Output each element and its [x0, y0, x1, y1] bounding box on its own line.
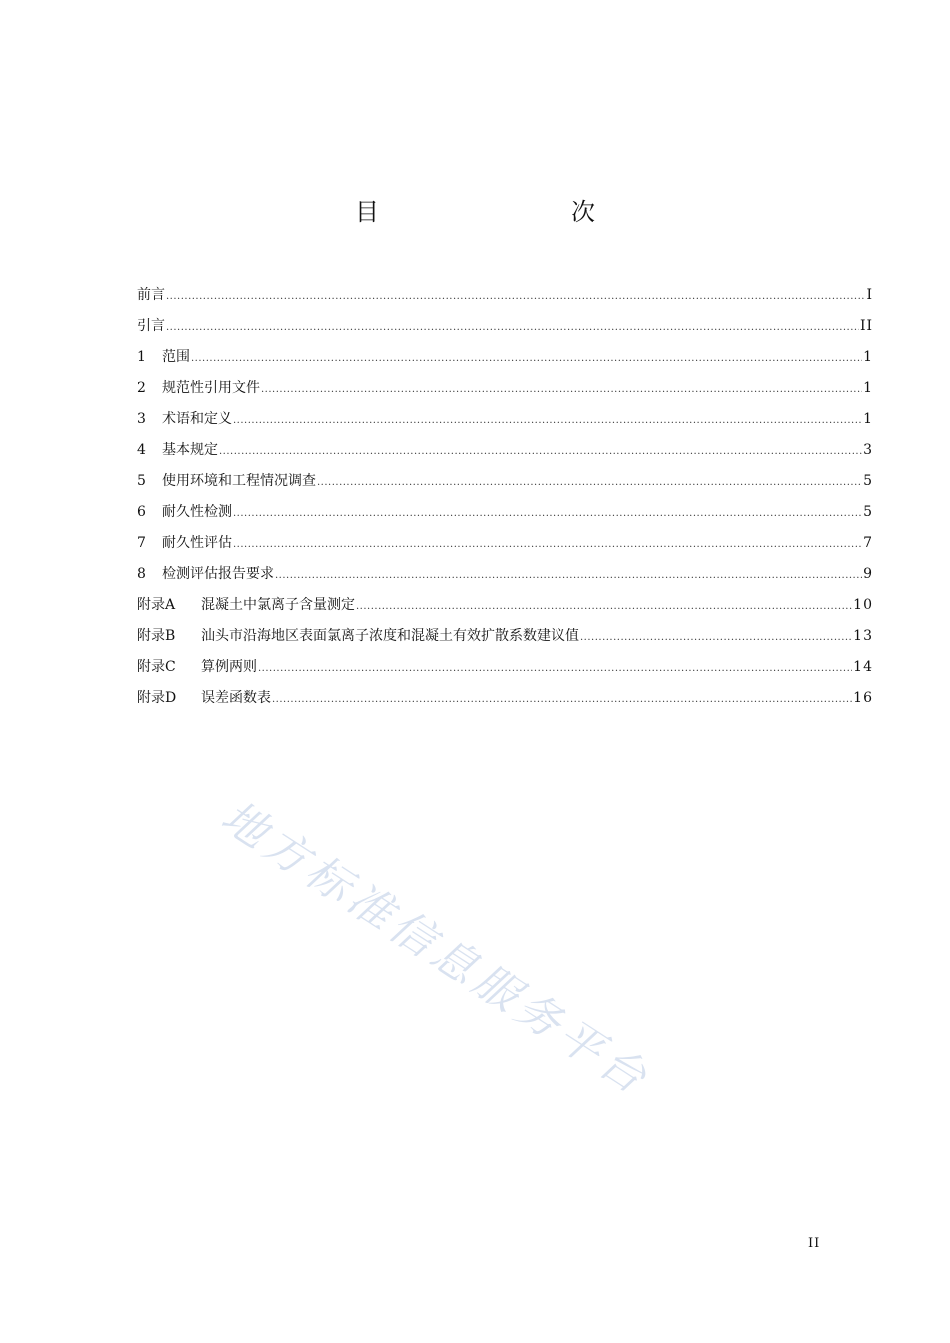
toc-leader-dots — [356, 593, 852, 621]
toc-leader-dots — [166, 283, 865, 311]
toc-entry[interactable] — [137, 591, 873, 622]
toc-entry[interactable] — [137, 684, 873, 715]
toc-entry-page: 10 — [853, 597, 873, 613]
toc-entry-page: 9 — [863, 566, 873, 582]
toc-entry-page: 5 — [863, 504, 873, 520]
toc-leader-dots — [275, 562, 862, 590]
toc-entry-page: II — [859, 318, 873, 334]
toc-entry-label: 范围 — [162, 349, 190, 365]
toc-entry-label: 算例两则 — [201, 659, 257, 675]
toc-entry[interactable] — [137, 436, 873, 467]
toc-entry-label: 耐久性检测 — [162, 504, 232, 520]
toc-entry-number: 附录D — [137, 690, 177, 706]
toc-leader-dots — [191, 345, 862, 373]
toc-entry-number: 8 — [137, 566, 146, 582]
toc-entry[interactable] — [137, 281, 873, 312]
toc-entry[interactable] — [137, 343, 873, 374]
toc-entry-label: 混凝土中氯离子含量测定 — [201, 597, 355, 613]
toc-entry-number: 3 — [137, 411, 146, 427]
toc-entry-page: 1 — [863, 349, 873, 365]
toc-entry[interactable] — [137, 653, 873, 684]
toc-entry-number: 7 — [137, 535, 146, 551]
toc-entry-page: 13 — [853, 628, 873, 644]
toc-leader-dots — [233, 407, 862, 435]
toc-entry[interactable] — [137, 529, 873, 560]
toc-entry-label: 规范性引用文件 — [162, 380, 260, 396]
toc-entry-number: 4 — [137, 442, 146, 458]
toc-title: 目 次 — [355, 198, 643, 226]
toc-entry[interactable] — [137, 560, 873, 591]
toc-entry-number: 附录B — [137, 628, 176, 644]
toc-entry-page: 1 — [863, 380, 873, 396]
toc-entry-number: 附录C — [137, 659, 176, 675]
toc-entry[interactable] — [137, 467, 873, 498]
toc-leader-dots — [233, 500, 862, 528]
toc-entry-number: 附录A — [137, 597, 176, 613]
toc-entry-label: 引言 — [137, 318, 165, 334]
toc-list — [137, 281, 873, 715]
toc-entry-label: 汕头市沿海地区表面氯离子浓度和混凝土有效扩散系数建议值 — [201, 628, 579, 644]
toc-entry-label: 术语和定义 — [162, 411, 232, 427]
toc-leader-dots — [580, 624, 852, 652]
toc-entry-page: 16 — [853, 690, 873, 706]
toc-entry-page: 14 — [853, 659, 873, 675]
toc-entry-number: 6 — [137, 504, 146, 520]
toc-entry-label: 检测评估报告要求 — [162, 566, 274, 582]
toc-entry-number: 5 — [137, 473, 146, 489]
toc-leader-dots — [261, 376, 862, 404]
toc-entry-page: 3 — [863, 442, 873, 458]
toc-entry-label: 基本规定 — [162, 442, 218, 458]
watermark: 地方标准信息服务平台 — [212, 791, 660, 1107]
toc-entry-page: I — [866, 287, 873, 303]
toc-leader-dots — [219, 438, 862, 466]
toc-leader-dots — [258, 655, 852, 683]
page-number: II — [808, 1236, 821, 1251]
toc-entry-label: 耐久性评估 — [162, 535, 232, 551]
toc-entry-label: 前言 — [137, 287, 165, 303]
toc-entry[interactable] — [137, 622, 873, 653]
toc-entry-page: 5 — [863, 473, 873, 489]
toc-entry[interactable] — [137, 498, 873, 529]
toc-leader-dots — [272, 686, 852, 714]
toc-entry-number: 1 — [137, 349, 146, 365]
toc-leader-dots — [233, 531, 862, 559]
toc-entry-number: 2 — [137, 380, 146, 396]
toc-entry[interactable] — [137, 374, 873, 405]
toc-entry-page: 7 — [863, 535, 873, 551]
toc-entry-label: 误差函数表 — [201, 690, 271, 706]
toc-entry-label: 使用环境和工程情况调查 — [162, 473, 316, 489]
toc-entry-page: 1 — [863, 411, 873, 427]
toc-entry[interactable] — [137, 312, 873, 343]
toc-leader-dots — [317, 469, 862, 497]
toc-entry[interactable] — [137, 405, 873, 436]
toc-leader-dots — [166, 314, 859, 342]
